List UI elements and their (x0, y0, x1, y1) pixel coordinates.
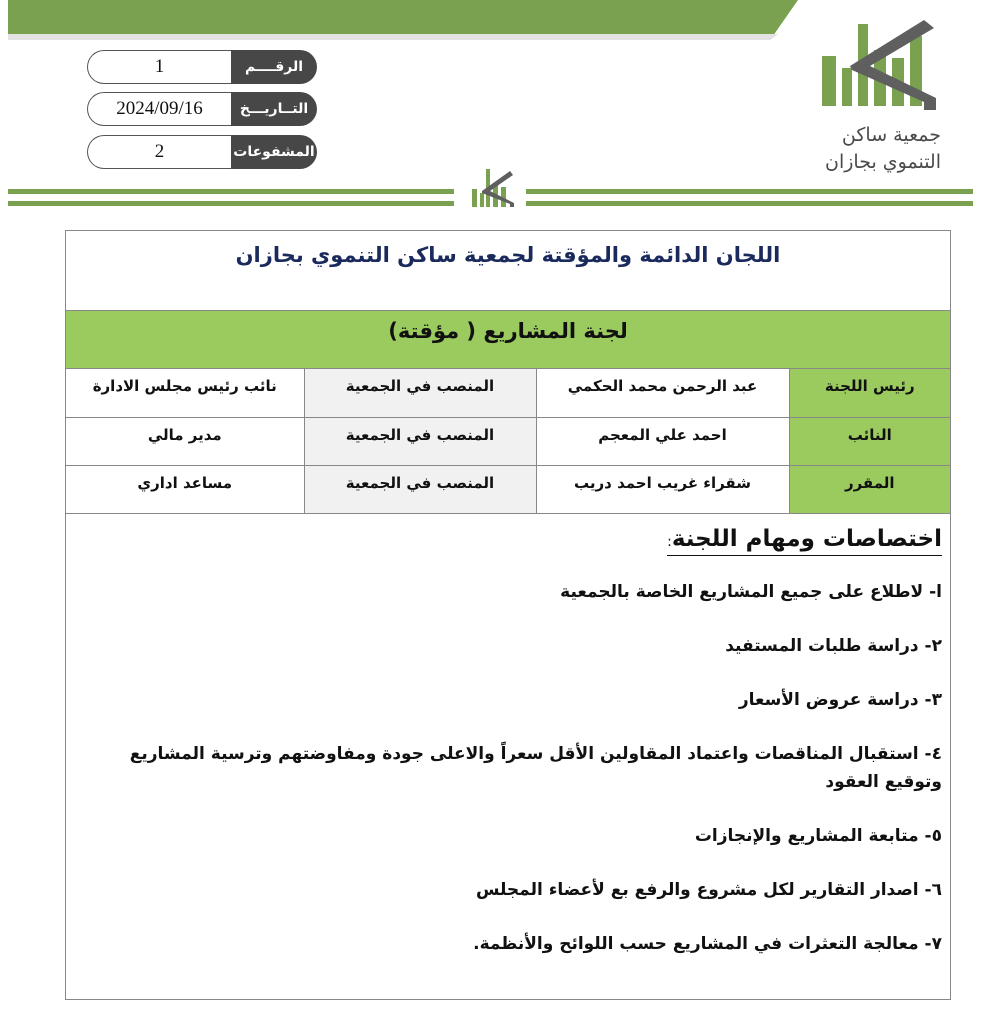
meta-attachments (87, 135, 317, 169)
meta-date-label: التــاريـــخ (231, 92, 317, 126)
member-position-label: المنصب في الجمعية (304, 417, 536, 465)
header-band (8, 0, 798, 34)
task-item: ٦- اصدار التقارير لكل مشروع والرفع بع لأعضاء المجلس (475, 879, 942, 900)
member-name: عبد الرحمن محمد الحكمي (536, 369, 789, 417)
task-item: ٢- دراسة طلبات المستفيد (725, 635, 942, 656)
table-row (66, 417, 950, 465)
member-role: المقرر (789, 465, 950, 513)
tasks-heading-text: اختصاصات ومهام اللجنة (671, 525, 942, 552)
divider-left-bottom (8, 201, 454, 206)
org-name-line1: جمعية ساكن (841, 124, 941, 146)
member-role: رئيس اللجنة (789, 369, 950, 417)
meta-number (87, 50, 317, 84)
committee-name-row (66, 311, 950, 369)
document-box (65, 230, 951, 1000)
meta-attachments-value: 2 (87, 135, 231, 169)
divider-left-top (8, 189, 454, 194)
tasks-heading (667, 526, 942, 556)
meta-number-value: 1 (87, 50, 231, 84)
header-band-shadow (8, 34, 778, 40)
member-position-label: المنصب في الجمعية (304, 369, 536, 417)
task-item: ٤- استقبال المناقصات واعتماد المقاولين الأقل سعراً والاعلى جودة ومفاوضتهم وترسية المشاريع وتوقيع العقود (129, 743, 942, 792)
task-item: ٧- معالجة التعثرات في المشاريع حسب اللوائح والأنظمة. (473, 933, 942, 954)
org-name (825, 122, 941, 176)
org-name-line2: التنموي بجازان (825, 151, 941, 173)
divider-right-bottom (526, 201, 973, 206)
document-title: اللجان الدائمة والمؤقتة لجمعية ساكن التنموي بجازان (235, 243, 781, 267)
committee-name: لجنة المشاريع ( مؤقتة) (388, 319, 628, 343)
meta-date-value: 2024/09/16 (87, 92, 231, 126)
meta-date (87, 92, 317, 126)
tasks-heading-colon: : (667, 533, 672, 550)
member-name: احمد علي المعجم (536, 417, 789, 465)
task-item: ا- لاطلاع على جميع المشاريع الخاصة بالجمعية (560, 581, 942, 602)
sakin-mini-logo-icon (466, 163, 516, 207)
divider-right-top (526, 189, 973, 194)
table-row (66, 465, 950, 513)
member-role: النائب (789, 417, 950, 465)
meta-number-label: الرقــــم (231, 50, 317, 84)
member-position: مدير مالي (66, 417, 304, 465)
member-position: مساعد اداري (66, 465, 304, 513)
member-position: نائب رئيس مجلس الادارة (66, 369, 304, 417)
members-table (66, 369, 950, 514)
table-row (66, 369, 950, 417)
member-position-label: المنصب في الجمعية (304, 465, 536, 513)
task-item: ٥- متابعة المشاريع والإنجازات (694, 825, 942, 846)
document-title-row (66, 231, 950, 311)
tasks-section (66, 514, 950, 958)
member-name: شقراء غريب احمد دريب (536, 465, 789, 513)
meta-attachments-label: المشفوعات (231, 135, 317, 169)
sakin-logo-icon (812, 6, 942, 110)
task-item: ٣- دراسة عروض الأسعار (738, 689, 942, 710)
